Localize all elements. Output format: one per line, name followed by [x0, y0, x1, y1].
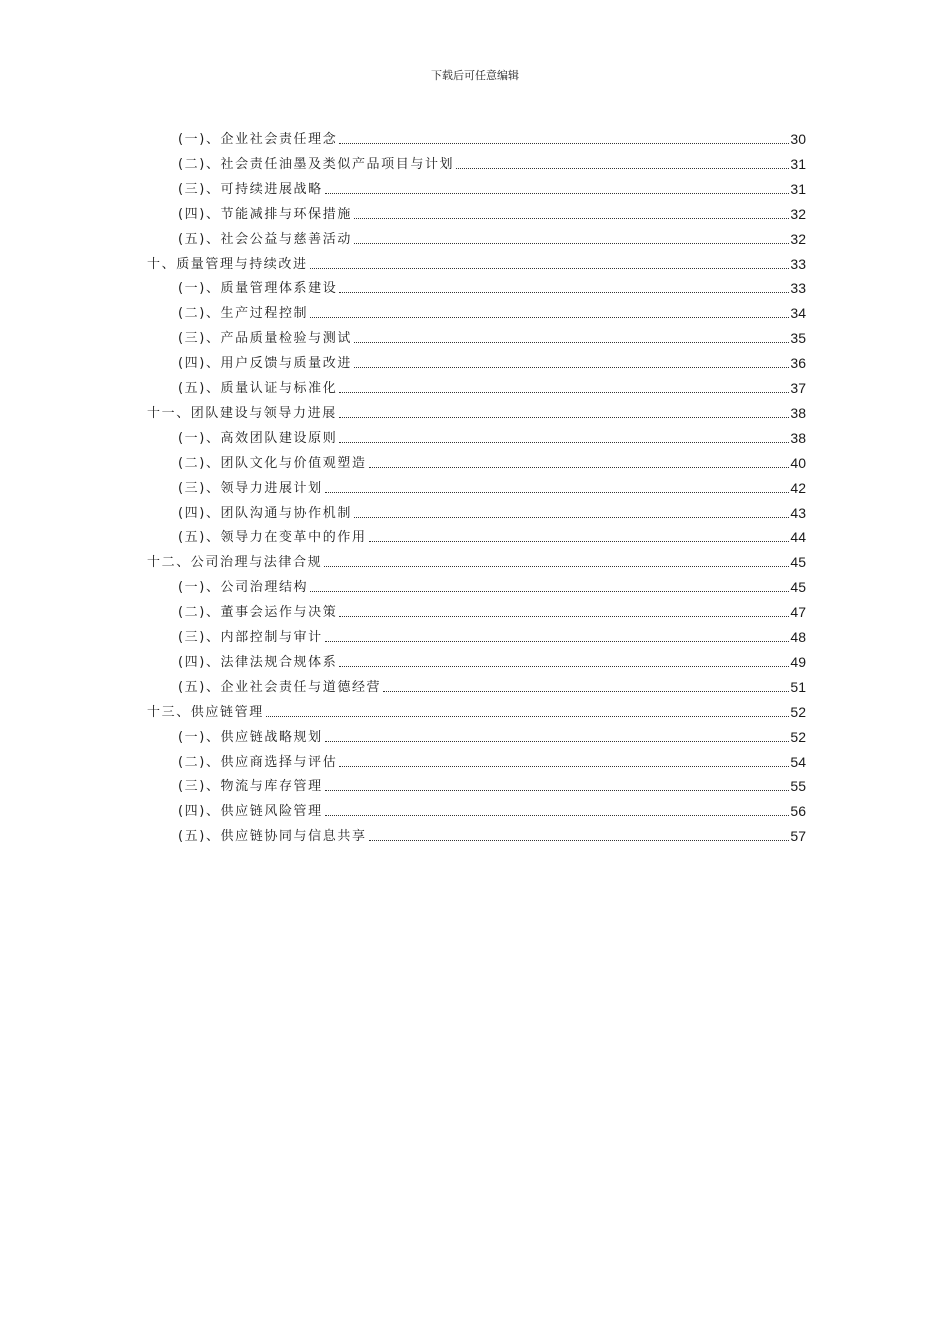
toc-dot-leader — [339, 666, 789, 667]
toc-dot-leader — [339, 417, 790, 418]
toc-dot-leader — [310, 317, 789, 318]
toc-entry-label: (一)、高效团队建设原则 — [178, 430, 338, 446]
toc-page-number: 37 — [790, 380, 806, 396]
toc-dot-leader — [325, 741, 790, 742]
toc-dot-leader — [310, 591, 789, 592]
toc-page-number: 35 — [790, 330, 806, 347]
toc-entry-label: (一)、供应链战略规划 — [178, 729, 323, 745]
toc-dot-leader — [339, 442, 789, 443]
toc-dot-leader — [369, 467, 790, 468]
toc-section-entry[interactable] — [178, 822, 806, 844]
toc-page-number: 52 — [790, 728, 806, 745]
toc-page-number: 33 — [790, 280, 806, 297]
toc-page-number: 45 — [790, 579, 806, 596]
toc-page-number: 31 — [790, 155, 806, 172]
toc-dot-leader — [369, 541, 790, 542]
toc-entry-label: 十、质量管理与持续改进 — [147, 256, 308, 272]
toc-entry-label: (一)、质量管理体系建设 — [178, 281, 338, 297]
toc-section-entry[interactable] — [178, 723, 806, 745]
toc-entry-label: (三)、可持续进展战略 — [178, 181, 323, 197]
toc-entry-label: 十三、供应链管理 — [147, 704, 264, 720]
toc-dot-leader — [354, 367, 789, 368]
toc-page-number: 54 — [790, 753, 806, 770]
toc-dot-leader — [325, 641, 790, 642]
toc-entry-label: (二)、团队文化与价值观塑造 — [178, 455, 367, 471]
toc-entry-label: (五)、领导力在变革中的作用 — [178, 530, 367, 546]
toc-entry-label: (二)、董事会运作与决策 — [178, 605, 338, 621]
toc-page-number: 43 — [790, 504, 806, 521]
toc-entry-label: (五)、质量认证与标准化 — [178, 381, 338, 396]
toc-dot-leader — [339, 766, 789, 767]
toc-section-entry[interactable] — [178, 125, 806, 147]
toc-dot-leader — [354, 517, 789, 518]
toc-page-number: 52 — [790, 703, 806, 720]
toc-page-number: 49 — [790, 653, 806, 670]
toc-page-number: 40 — [790, 454, 806, 471]
toc-page-number: 42 — [790, 479, 806, 496]
toc-entry-label: (三)、产品质量检验与测试 — [178, 331, 352, 347]
toc-entry-label: (三)、领导力进展计划 — [178, 480, 323, 496]
toc-entry-label: (五)、企业社会责任与道德经营 — [178, 679, 382, 695]
toc-section-entry[interactable] — [178, 225, 806, 247]
toc-entry-label: (五)、社会公益与慈善活动 — [178, 231, 352, 247]
page-header: 下载后可任意编辑 — [431, 69, 519, 82]
toc-page-number: 32 — [790, 230, 806, 247]
toc-entry-label: (四)、用户反馈与质量改进 — [178, 356, 352, 372]
toc-page-number: 32 — [790, 205, 806, 222]
toc-entry-label: (四)、节能减排与环保措施 — [178, 206, 352, 222]
toc-chapter-entry[interactable] — [147, 698, 806, 720]
toc-page-number: 36 — [790, 355, 806, 372]
toc-section-entry[interactable] — [178, 772, 806, 794]
toc-dot-leader — [266, 716, 790, 717]
toc-section-entry[interactable] — [178, 748, 806, 770]
toc-page-number: 31 — [790, 180, 806, 197]
toc-page-number: 34 — [790, 305, 806, 322]
toc-section-entry[interactable] — [178, 274, 806, 296]
toc-entry-label: (二)、生产过程控制 — [178, 306, 309, 322]
toc-entry-label: (四)、法律法规合规体系 — [178, 654, 338, 670]
toc-entry-label: 十一、团队建设与领导力进展 — [147, 405, 337, 421]
toc-entry-label: (一)、公司治理结构 — [178, 580, 309, 596]
toc-page-number: 57 — [790, 828, 806, 845]
toc-entry-label: (二)、供应商选择与评估 — [178, 754, 338, 770]
toc-page-number: 38 — [790, 404, 806, 421]
toc-dot-leader — [369, 840, 790, 841]
toc-section-entry[interactable] — [178, 673, 806, 695]
toc-entry-label: (三)、内部控制与审计 — [178, 630, 323, 645]
toc-dot-leader — [325, 815, 790, 816]
toc-page-number: 38 — [790, 429, 806, 446]
toc-section-entry[interactable] — [178, 150, 806, 172]
toc-section-entry[interactable] — [178, 623, 806, 645]
toc-dot-leader — [383, 691, 789, 692]
toc-entry-label: (二)、社会责任油墨及类似产品项目与计划 — [178, 156, 455, 172]
toc-page-number: 33 — [790, 255, 806, 272]
toc-entry-label: 十二、公司治理与法律合规 — [147, 555, 323, 571]
toc-entry-label: (四)、供应链风险管理 — [178, 804, 323, 820]
toc-section-entry[interactable] — [178, 424, 806, 446]
toc-section-entry[interactable] — [178, 324, 806, 346]
toc-page-number: 47 — [790, 604, 806, 621]
toc-dot-leader — [325, 193, 790, 194]
toc-dot-leader — [339, 143, 789, 144]
toc-dot-leader — [339, 292, 789, 293]
toc-page-number: 44 — [790, 529, 806, 546]
toc-page-number: 55 — [790, 778, 806, 795]
toc-section-entry[interactable] — [178, 573, 806, 595]
toc-entry-label: (三)、物流与库存管理 — [178, 779, 323, 795]
toc-page-number: 30 — [790, 131, 806, 147]
toc-page-number: 45 — [790, 554, 806, 571]
toc-section-entry[interactable] — [178, 474, 806, 496]
toc-section-entry[interactable] — [178, 499, 806, 521]
toc-entry-label: (五)、供应链协同与信息共享 — [178, 829, 367, 845]
toc-section-entry[interactable] — [178, 200, 806, 222]
toc-chapter-entry[interactable] — [147, 250, 806, 272]
toc-chapter-entry[interactable] — [147, 399, 806, 421]
toc-dot-leader — [325, 790, 790, 791]
toc-dot-leader — [310, 268, 790, 269]
toc-dot-leader — [339, 392, 789, 393]
toc-dot-leader — [354, 243, 789, 244]
toc-page-number: 51 — [790, 678, 806, 695]
toc-section-entry[interactable] — [178, 175, 806, 197]
toc-dot-leader — [354, 218, 789, 219]
toc-section-entry[interactable] — [178, 648, 806, 670]
toc-dot-leader — [456, 168, 789, 169]
toc-section-entry[interactable] — [178, 797, 806, 819]
toc-dot-leader — [339, 616, 789, 617]
toc-dot-leader — [324, 566, 789, 567]
toc-page-number: 56 — [790, 803, 806, 820]
toc-dot-leader — [354, 342, 789, 343]
toc-page-number: 48 — [790, 629, 806, 645]
toc-section-entry[interactable] — [178, 374, 806, 396]
toc-section-entry[interactable] — [178, 299, 806, 321]
toc-section-entry[interactable] — [178, 598, 806, 620]
toc-section-entry[interactable] — [178, 349, 806, 371]
toc-entry-label: (一)、企业社会责任理念 — [178, 132, 338, 147]
toc-section-entry[interactable] — [178, 523, 806, 545]
toc-entry-label: (四)、团队沟通与协作机制 — [178, 505, 352, 521]
toc-dot-leader — [325, 492, 790, 493]
toc-chapter-entry[interactable] — [147, 548, 806, 570]
toc-section-entry[interactable] — [178, 449, 806, 471]
